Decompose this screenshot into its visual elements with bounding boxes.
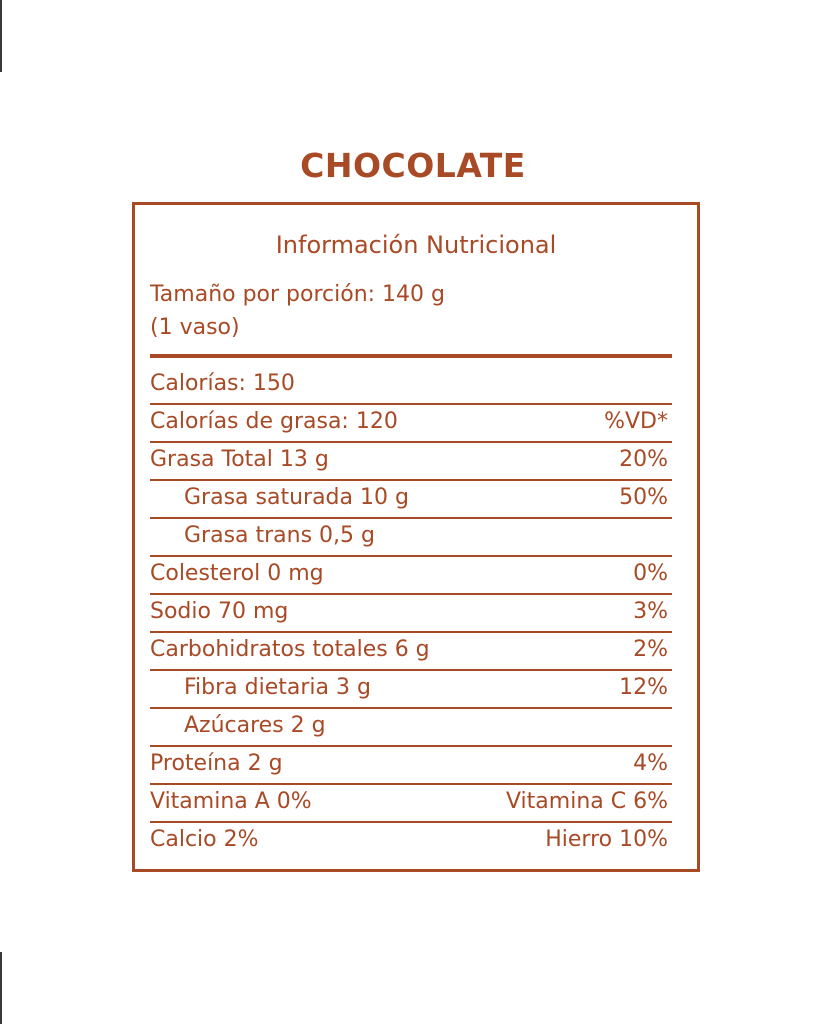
serving-unit: (1 vaso): [150, 315, 240, 340]
nutrient-label: Proteína 2 g: [150, 751, 283, 776]
nutrient-label: Vitamina A 0%: [150, 789, 312, 814]
nutrient-row-sugars: [150, 709, 668, 745]
nutrient-row-carbohydrates: [150, 633, 668, 669]
daily-value-header: %VD*: [604, 409, 668, 434]
nutrient-value: 12%: [619, 675, 668, 700]
nutrient-label: Grasa Total 13 g: [150, 447, 329, 472]
nutrient-row-calories: [150, 367, 668, 403]
nutrient-label: Carbohidratos totales 6 g: [150, 637, 430, 662]
nutrient-value: 0%: [633, 561, 668, 586]
nutrient-row-sodium: [150, 595, 668, 631]
serving-size: Tamaño por porción: 140 g: [150, 282, 446, 307]
nutrient-value: 20%: [619, 447, 668, 472]
edge-mark-top: [0, 0, 2, 72]
nutrient-label: Sodio 70 mg: [150, 599, 289, 624]
nutrient-value: 3%: [633, 599, 668, 624]
nutrient-row-fat-calories: [150, 405, 668, 441]
nutrient-row-total-fat: [150, 443, 668, 479]
nutrient-value: 50%: [619, 485, 668, 510]
nutrient-row-cholesterol: [150, 557, 668, 593]
nutrient-label: Grasa saturada 10 g: [184, 485, 409, 510]
nutrient-label: Calorías: 150: [150, 371, 295, 396]
nutrient-row-vitamins: [150, 785, 668, 821]
nutrient-row-saturated-fat: [150, 481, 668, 517]
nutrient-label: Calcio 2%: [150, 827, 259, 852]
nutrient-value: 2%: [633, 637, 668, 662]
nutrient-value: Hierro 10%: [545, 827, 668, 852]
nutrient-label: Azúcares 2 g: [184, 713, 326, 738]
nutrient-row-fiber: [150, 671, 668, 707]
nutrient-row-minerals: [150, 823, 668, 859]
nutrient-value: Vitamina C 6%: [505, 789, 668, 814]
nutrient-label: Calorías de grasa: 120: [150, 409, 398, 434]
nutrient-row-trans-fat: [150, 519, 668, 555]
nutrition-heading: Información Nutricional: [275, 231, 557, 259]
thick-divider: [150, 354, 672, 358]
nutrient-value: 4%: [633, 751, 668, 776]
nutrient-label: Colesterol 0 mg: [150, 561, 324, 586]
nutrient-row-protein: [150, 747, 668, 783]
product-title: CHOCOLATE: [300, 146, 526, 185]
nutrient-label: Grasa trans 0,5 g: [184, 523, 376, 548]
edge-mark-bottom: [0, 952, 2, 1024]
nutrient-label: Fibra dietaria 3 g: [184, 675, 371, 700]
